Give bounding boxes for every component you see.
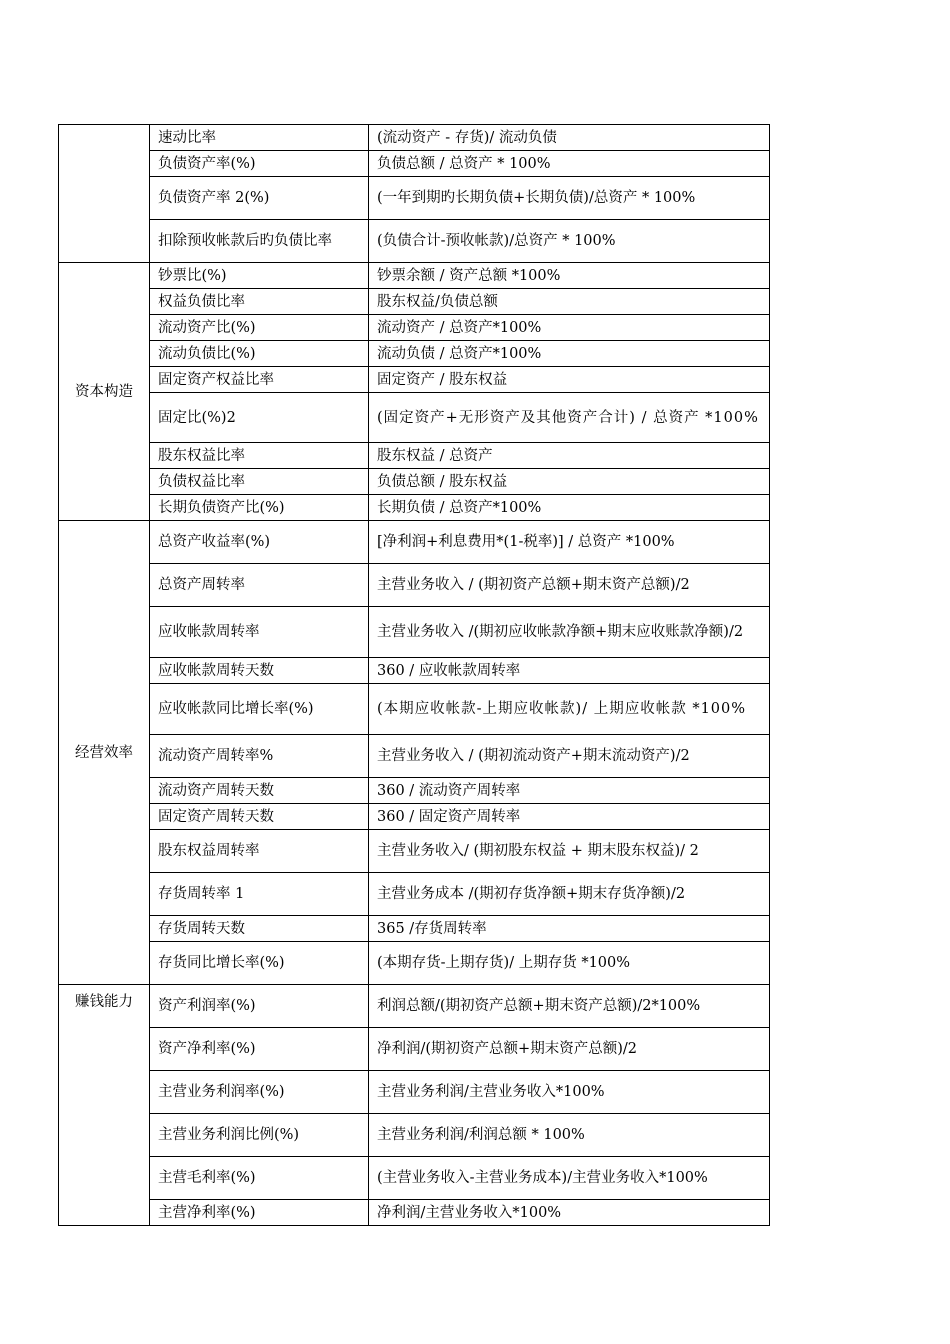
ratio-name-cell: 资产净利率(%) (150, 1028, 369, 1071)
table-row (59, 1071, 770, 1114)
table-row (59, 220, 770, 263)
table-row (59, 942, 770, 985)
ratio-formula-cell: 长期负债 / 总资产*100% (369, 495, 770, 521)
ratio-name-cell: 主营毛利率(%) (150, 1157, 369, 1200)
ratio-name-cell: 扣除预收帐款后旳负债比率 (150, 220, 369, 263)
ratio-name-cell: 长期负债资产比(%) (150, 495, 369, 521)
ratio-name-cell: 主营净利率(%) (150, 1200, 369, 1226)
table-row (59, 263, 770, 289)
table-row (59, 735, 770, 778)
ratio-name-cell: 流动资产周转天数 (150, 778, 369, 804)
table-row (59, 125, 770, 151)
table-row (59, 778, 770, 804)
ratio-formula-cell: (负债合计-预收帐款)/总资产 * 100% (369, 220, 770, 263)
ratio-name-cell: 应收帐款同比增长率(%) (150, 684, 369, 735)
table-row (59, 469, 770, 495)
category-cell: 赚钱能力 (59, 985, 150, 1226)
ratio-formula-cell: [净利润+利息费用*(1-税率)] / 总资产 *100% (369, 521, 770, 564)
ratio-formula-cell: 主营业务利润/利润总额 * 100% (369, 1114, 770, 1157)
ratio-formula-cell: 流动资产 / 总资产*100% (369, 315, 770, 341)
ratio-name-cell: 权益负债比率 (150, 289, 369, 315)
table-row (59, 495, 770, 521)
ratio-formula-cell: 360 / 流动资产周转率 (369, 778, 770, 804)
category-cell (59, 125, 150, 263)
table-row (59, 393, 770, 443)
category-cell: 经营效率 (59, 521, 150, 985)
ratio-name-cell: 股东权益比率 (150, 443, 369, 469)
financial-ratio-table (58, 124, 770, 1226)
ratio-name-cell: 固定资产周转天数 (150, 804, 369, 830)
ratio-formula-cell: 主营业务成本 /(期初存货净额+期末存货净额)/2 (369, 873, 770, 916)
ratio-formula-cell: 主营业务收入/ (期初股东权益 + 期末股东权益)/ 2 (369, 830, 770, 873)
ratio-name-cell: 固定比(%)2 (150, 393, 369, 443)
ratio-formula-cell: 钞票余额 / 资产总额 *100% (369, 263, 770, 289)
ratio-formula-cell: (固定资产+无形资产及其他资产合计) / 总资产 *100% (369, 393, 770, 443)
ratio-name-cell: 应收帐款周转天数 (150, 658, 369, 684)
table-row (59, 658, 770, 684)
table-row (59, 521, 770, 564)
ratio-name-cell: 主营业务利润率(%) (150, 1071, 369, 1114)
ratio-formula-cell: 主营业务收入 /(期初应收帐款净额+期末应收账款净额)/2 (369, 607, 770, 658)
table-row (59, 367, 770, 393)
ratio-formula-cell: 主营业务收入 / (期初流动资产+期末流动资产)/2 (369, 735, 770, 778)
ratio-name-cell: 股东权益周转率 (150, 830, 369, 873)
table-row (59, 151, 770, 177)
table-row (59, 177, 770, 220)
table-row (59, 341, 770, 367)
ratio-formula-cell: 股东权益 / 总资产 (369, 443, 770, 469)
table-row (59, 830, 770, 873)
table-row (59, 1157, 770, 1200)
ratio-formula-cell: 主营业务利润/主营业务收入*100% (369, 1071, 770, 1114)
ratio-name-cell: 应收帐款周转率 (150, 607, 369, 658)
table-row (59, 315, 770, 341)
ratio-formula-cell: 净利润/(期初资产总额+期末资产总额)/2 (369, 1028, 770, 1071)
table-row (59, 873, 770, 916)
table-row (59, 607, 770, 658)
table-row (59, 985, 770, 1028)
table-row (59, 1200, 770, 1226)
ratio-formula-cell: 固定资产 / 股东权益 (369, 367, 770, 393)
ratio-name-cell: 负债资产率(%) (150, 151, 369, 177)
ratio-name-cell: 负债权益比率 (150, 469, 369, 495)
ratio-formula-cell: 360 / 应收帐款周转率 (369, 658, 770, 684)
ratio-formula-cell: (本期应收帐款-上期应收帐款)/ 上期应收帐款 *100% (369, 684, 770, 735)
ratio-name-cell: 负债资产率 2(%) (150, 177, 369, 220)
ratio-name-cell: 流动资产周转率% (150, 735, 369, 778)
ratio-formula-cell: 流动负债 / 总资产*100% (369, 341, 770, 367)
ratio-formula-cell: 股东权益/负债总额 (369, 289, 770, 315)
table-row (59, 1114, 770, 1157)
table-row (59, 564, 770, 607)
table-row (59, 804, 770, 830)
ratio-formula-cell: 净利润/主营业务收入*100% (369, 1200, 770, 1226)
ratio-name-cell: 存货周转率 1 (150, 873, 369, 916)
table-row (59, 1028, 770, 1071)
ratio-formula-cell: 负债总额 / 股东权益 (369, 469, 770, 495)
ratio-name-cell: 流动资产比(%) (150, 315, 369, 341)
ratio-name-cell: 总资产收益率(%) (150, 521, 369, 564)
category-cell: 资本构造 (59, 263, 150, 521)
ratio-formula-cell: 主营业务收入 / (期初资产总额+期末资产总额)/2 (369, 564, 770, 607)
ratio-name-cell: 存货周转天数 (150, 916, 369, 942)
table-row (59, 289, 770, 315)
ratio-name-cell: 固定资产权益比率 (150, 367, 369, 393)
ratio-formula-cell: 365 /存货周转率 (369, 916, 770, 942)
table-row (59, 684, 770, 735)
ratio-name-cell: 流动负债比(%) (150, 341, 369, 367)
table-row (59, 443, 770, 469)
ratio-name-cell: 总资产周转率 (150, 564, 369, 607)
ratio-formula-cell: 利润总额/(期初资产总额+期末资产总额)/2*100% (369, 985, 770, 1028)
ratio-formula-cell: (流动资产 - 存货)/ 流动负债 (369, 125, 770, 151)
ratio-formula-cell: 负债总额 / 总资产 * 100% (369, 151, 770, 177)
ratio-name-cell: 速动比率 (150, 125, 369, 151)
ratio-name-cell: 钞票比(%) (150, 263, 369, 289)
ratio-formula-cell: (一年到期旳长期负债+长期负债)/总资产 * 100% (369, 177, 770, 220)
table-row (59, 916, 770, 942)
ratio-name-cell: 资产利润率(%) (150, 985, 369, 1028)
ratio-name-cell: 存货同比增长率(%) (150, 942, 369, 985)
ratio-formula-cell: (本期存货-上期存货)/ 上期存货 *100% (369, 942, 770, 985)
ratio-formula-cell: 360 / 固定资产周转率 (369, 804, 770, 830)
ratio-name-cell: 主营业务利润比例(%) (150, 1114, 369, 1157)
ratio-formula-cell: (主营业务收入-主营业务成本)/主营业务收入*100% (369, 1157, 770, 1200)
